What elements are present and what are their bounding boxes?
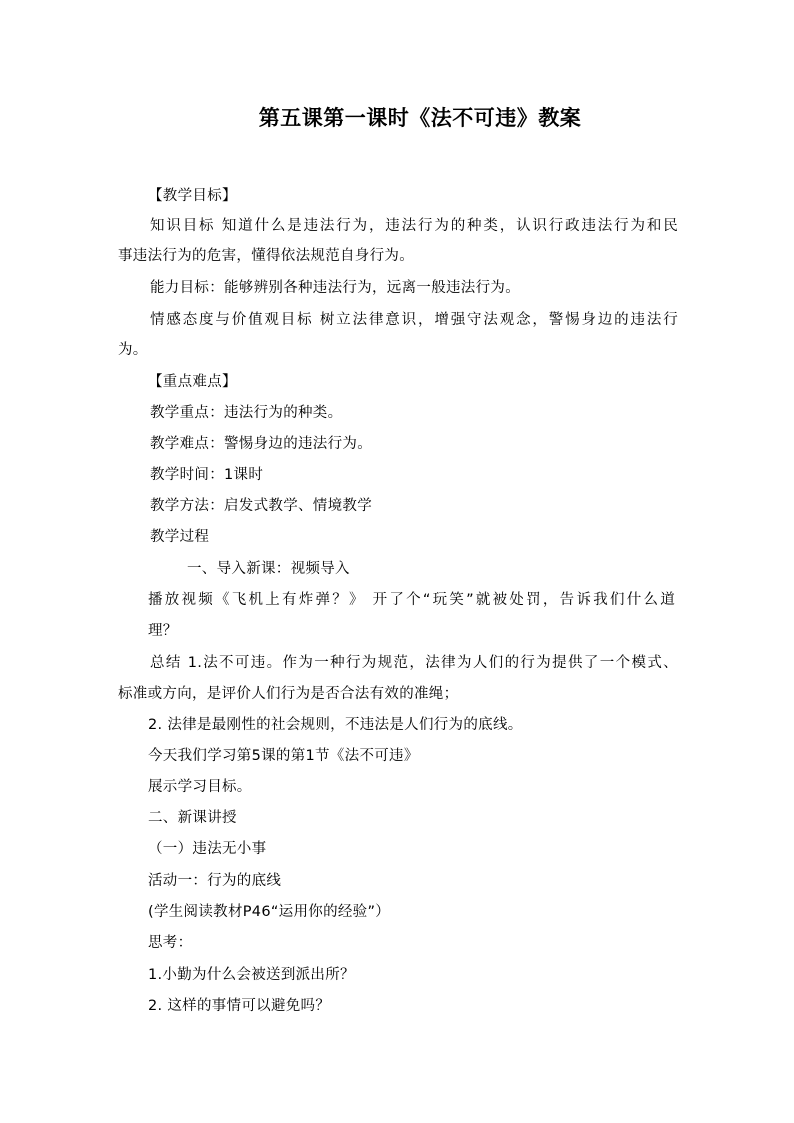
- paragraph-line: 教学难点：警惕身边的违法行为。: [150, 436, 372, 452]
- paragraph-line: 事违法行为的危害，懂得依法规范自身行为。: [118, 248, 414, 264]
- paragraph-line: 二、新课讲授: [148, 810, 237, 826]
- paragraph-line: 播放视频《飞机上有炸弹？》 开了个“玩笑”就被处罚，告诉我们什么道: [148, 592, 675, 608]
- paragraph-line: 活动一：行为的底线: [148, 873, 282, 889]
- paragraph-line: 理？: [148, 623, 178, 639]
- paragraph-line: 能力目标：能够辨别各种违法行为，远离一般违法行为。: [150, 280, 520, 296]
- paragraph-line: 总结 1.法不可违。作为一种行为规范，法律为人们的行为提供了一个模式、: [150, 655, 678, 671]
- paragraph-line: 为。: [118, 342, 148, 358]
- paragraph-line: （一）违法无小事: [148, 841, 267, 857]
- paragraph-line: 一、导入新课：视频导入: [187, 561, 350, 577]
- paragraph-line: 1.小勤为什么会被送到派出所？: [148, 967, 355, 983]
- paragraph-line: 教学时间：1课时: [150, 467, 264, 483]
- paragraph-line: 思考：: [148, 935, 193, 951]
- paragraph-line: 知识目标 知道什么是违法行为，违法行为的种类，认识行政违法行为和民: [150, 218, 678, 234]
- paragraph-line: 2. 法律是最刚性的社会规则，不违法是人们行为的底线。: [148, 717, 523, 733]
- paragraph-line: 教学方法：启发式教学、情境教学: [150, 498, 372, 514]
- paragraph-line: 教学过程: [150, 529, 210, 545]
- paragraph-line: 标准或方向，是评价人们行为是否合法有效的准绳；: [118, 686, 459, 702]
- paragraph-line: 教学重点：违法行为的种类。: [150, 405, 343, 421]
- paragraph-line: 今天我们学习第5课的第1节《法不可违》: [148, 748, 419, 764]
- paragraph-line: 情感态度与价值观目标 树立法律意识，增强守法观念，警惕身边的违法行: [150, 312, 678, 328]
- paragraph-line: 2. 这样的事情可以避免吗？: [148, 998, 331, 1014]
- section-heading-keypoints: 【重点难点】: [148, 374, 237, 390]
- paragraph-line: (学生阅读教材P46“运用你的经验”）: [148, 904, 391, 920]
- section-heading-objectives: 【教学目标】: [148, 188, 237, 204]
- document-title: 第五课第一课时《法不可违》教案: [258, 105, 582, 130]
- paragraph-line: 展示学习目标。: [148, 779, 252, 795]
